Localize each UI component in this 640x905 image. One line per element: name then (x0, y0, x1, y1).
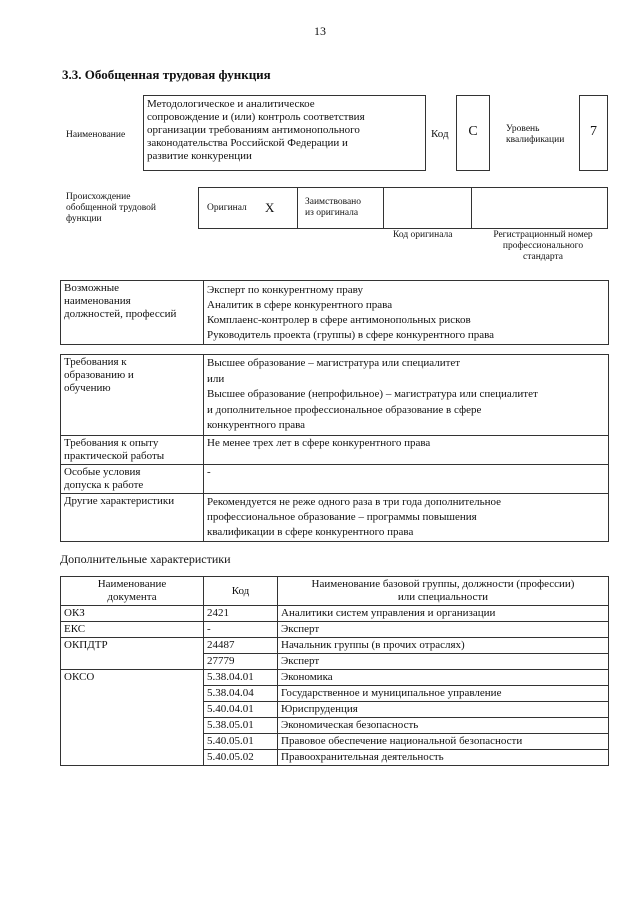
additional-title: Дополнительные характеристики (60, 552, 231, 566)
original-mark: X (265, 200, 275, 215)
level-label (506, 124, 564, 146)
requirement-value (204, 493, 609, 541)
requirement-row (61, 493, 609, 541)
doc-cell: ОКЗ (61, 606, 204, 622)
name-cell: Начальник группы (в прочих отраслях) (278, 638, 609, 654)
table-row (61, 670, 609, 686)
name-cell: Правоохранительная деятельность (278, 750, 609, 766)
code-cell: 24487 (204, 638, 278, 654)
header-doc-line: Наименование (97, 578, 167, 590)
positions-label-line: Возможные (64, 282, 119, 294)
requirement-value-line: профессиональное образование – программы повышения (207, 510, 477, 523)
level-label-line: квалификации (506, 135, 565, 145)
function-name-line: развитие конкуренции (147, 150, 252, 162)
code-cell: 5.38.05.01 (204, 718, 278, 734)
requirement-value-line: Высшее образование – магистратура или специалитет (207, 357, 461, 369)
function-name-line: законодательства Российской Федерации и (147, 137, 348, 149)
code-cell: 27779 (204, 654, 278, 670)
code-cell: 5.40.05.02 (204, 750, 278, 766)
requirement-label (61, 435, 204, 464)
positions-label-line: должностей, профессий (64, 308, 177, 320)
position-item: Руководитель проекта (группы) в сфере конкурентного права (207, 329, 495, 341)
name-cell: Экономическая безопасность (278, 718, 609, 734)
borrowed-label-line: из оригинала (305, 208, 359, 218)
code-original-label: Код оригинала (393, 230, 453, 240)
borrowed-label (305, 197, 361, 219)
requirement-value-line: и дополнительное профессиональное образование в сфере (207, 403, 482, 416)
name-cell: Правовое обеспечение национальной безопасности (278, 734, 609, 750)
header-doc-line: документа (107, 591, 157, 603)
header-code: Код (204, 577, 278, 606)
name-cell: Государственное и муниципальное управление (278, 686, 609, 702)
requirement-row (61, 435, 609, 464)
reg-number-line: профессионального (502, 241, 584, 251)
function-name-box (143, 95, 426, 171)
name-cell: Эксперт (278, 622, 609, 638)
table-row (61, 606, 609, 622)
requirement-label-line: допуска к работе (64, 478, 144, 491)
additional-header-row (61, 577, 609, 606)
name-cell: Эксперт (278, 654, 609, 670)
code-cell: 5.40.04.01 (204, 702, 278, 718)
code-cell: 5.38.04.01 (204, 670, 278, 686)
function-name-line: сопровождение и (или) контроль соответствия (147, 111, 365, 123)
requirement-label-line: Другие характеристики (64, 494, 175, 507)
reg-number-line: Регистрационный номер (493, 230, 593, 240)
requirement-row (61, 355, 609, 436)
requirement-value (204, 435, 609, 464)
additional-table (60, 576, 609, 766)
requirement-label (61, 355, 204, 436)
positions-table (60, 280, 609, 345)
level-value-box (579, 95, 608, 171)
code-label: Код (431, 128, 449, 140)
position-item: Комплаенс-контролер в сфере антимонопольных рисков (207, 314, 471, 326)
header-doc (61, 577, 204, 606)
origin-box (198, 187, 608, 229)
table-row (61, 638, 609, 654)
requirement-value (204, 464, 609, 493)
requirement-value-line: Высшее образование (непрофильное) – магистратура или специалитет (207, 388, 538, 400)
borrowed-label-line: Заимствовано (305, 197, 362, 207)
requirement-value-line: Рекомендуется не реже одного раза в три года дополнительное (207, 495, 502, 508)
position-item: Аналитик в сфере конкурентного права (207, 299, 393, 311)
requirement-label (61, 493, 204, 541)
position-item: Эксперт по конкурентному праву (207, 284, 363, 296)
code-value: C (468, 124, 478, 139)
name-cell: Аналитики систем управления и организации (278, 606, 609, 622)
requirement-label-line: Требования к опыту (64, 436, 159, 449)
code-value-box (456, 95, 490, 171)
code-cell: 2421 (204, 606, 278, 622)
header-name (278, 577, 609, 606)
doc-cell: ЕКС (61, 622, 204, 638)
requirement-label-line: Особые условия (64, 465, 141, 478)
level-label-line: Уровень (506, 124, 540, 134)
original-label: Оригинал (207, 203, 247, 213)
origin-label-line: Происхождение (66, 192, 131, 202)
origin-label-line: функции (66, 214, 102, 224)
requirement-value-line: квалификации в сфере конкурентного права (207, 525, 414, 538)
requirement-label (61, 464, 204, 493)
name-cell: Юриспруденция (278, 702, 609, 718)
page-number: 13 (314, 24, 326, 38)
requirement-value-line: или (207, 372, 225, 385)
requirement-label-line: Требования к (64, 356, 127, 368)
reg-number-label (478, 230, 608, 263)
table-row (61, 622, 609, 638)
origin-label-line: обобщенной трудовой (66, 203, 156, 213)
requirement-value-line: Не менее трех лет в сфере конкурентного права (207, 436, 431, 449)
requirement-value (204, 355, 609, 436)
doc-cell: ОКПДТР (61, 638, 204, 670)
requirement-label-line: образованию и (64, 369, 134, 381)
requirement-row (61, 464, 609, 493)
function-name-line: организации требованиям антимонопольного (147, 124, 360, 136)
reg-number-line: стандарта (523, 252, 563, 262)
positions-label-line: наименования (64, 295, 131, 307)
requirement-label-line: обучению (64, 382, 111, 394)
function-name-line: Методологическое и аналитическое (147, 98, 315, 110)
doc-cell: ОКСО (61, 670, 204, 766)
header-name-line: или специальности (397, 591, 489, 603)
name-label: Наименование (66, 130, 126, 140)
requirement-value-line: - (207, 465, 211, 478)
level-value: 7 (590, 124, 597, 139)
positions-label (61, 281, 204, 345)
section-title: 3.3. Обобщенная трудовая функция (62, 67, 271, 82)
requirements-table (60, 354, 609, 542)
positions-row (61, 281, 609, 345)
positions-list (204, 281, 609, 345)
header-name-line: Наименование базовой группы, должности (профессии) (311, 578, 575, 590)
requirement-value-line: конкурентного права (207, 419, 306, 431)
code-cell: 5.40.05.01 (204, 734, 278, 750)
requirement-label-line: практической работы (64, 449, 165, 462)
origin-label (66, 192, 156, 225)
name-cell: Экономика (278, 670, 609, 686)
code-cell: - (204, 622, 278, 638)
code-cell: 5.38.04.04 (204, 686, 278, 702)
